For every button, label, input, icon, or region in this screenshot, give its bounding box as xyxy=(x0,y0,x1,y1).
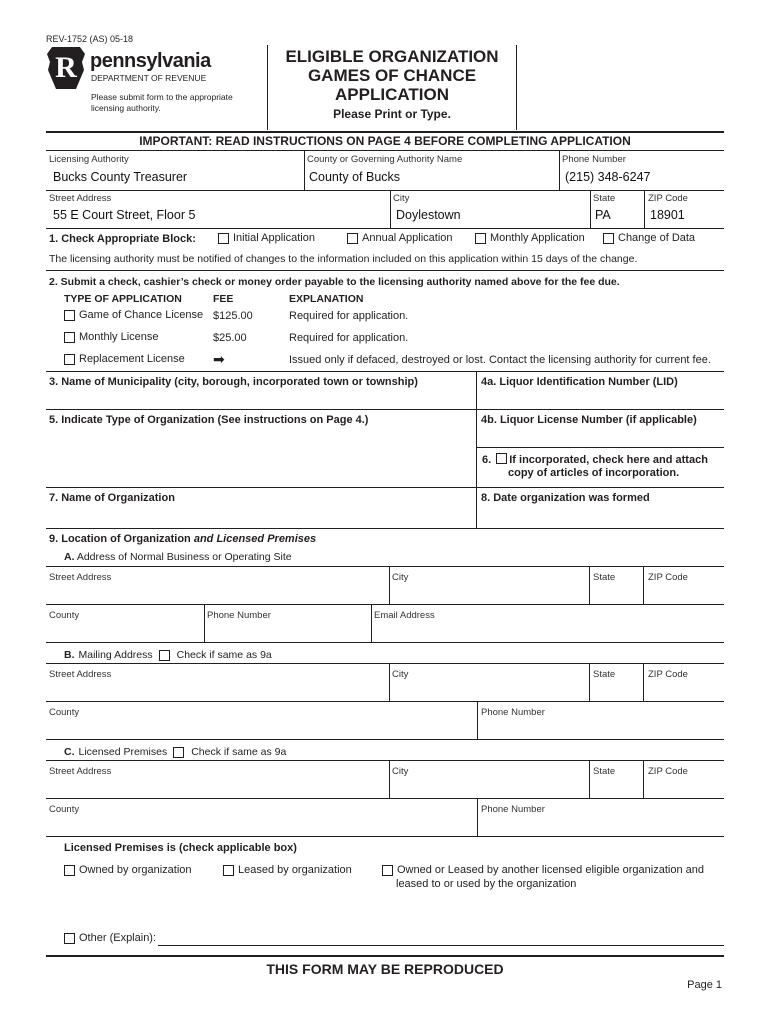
rule xyxy=(46,150,724,151)
9c-county-label: County xyxy=(49,804,80,815)
logo-state-name: pennsylvania xyxy=(90,50,211,72)
9b-zip-label: ZIP Code xyxy=(648,669,688,680)
9a-phone-label: Phone Number xyxy=(207,610,271,621)
9a-zip-label: ZIP Code xyxy=(648,572,688,583)
rule xyxy=(46,663,724,664)
9c-city-label: City xyxy=(392,766,409,777)
rule xyxy=(643,760,644,798)
state-label: State xyxy=(593,193,616,204)
rule xyxy=(46,836,724,837)
rule xyxy=(46,739,724,740)
county-authority-label: County or Governing Authority Name xyxy=(307,154,463,165)
checkbox-square[interactable] xyxy=(603,233,614,244)
rule xyxy=(46,701,724,702)
section-9-heading xyxy=(49,533,316,545)
option-label: Annual Application xyxy=(362,232,453,244)
section-6-line: copy of articles of incorporation. xyxy=(508,467,680,479)
license-type: Replacement License xyxy=(79,353,185,365)
rule xyxy=(589,663,590,701)
title-line: GAMES OF CHANCE xyxy=(307,66,477,85)
form-title xyxy=(268,47,516,104)
fee-value: $25.00 xyxy=(213,332,247,344)
rule xyxy=(371,604,372,642)
9b-street-label: Street Address xyxy=(49,669,112,680)
rule xyxy=(46,228,724,229)
rule xyxy=(559,150,560,190)
fee-explanation: Required for application. xyxy=(289,332,409,344)
premises-same-as-9a-checkbox[interactable] xyxy=(173,747,184,758)
section-9a-text: Address of Normal Business or Operating Site xyxy=(76,551,292,563)
submit-note xyxy=(91,92,233,114)
fee-explanation: Required for application. xyxy=(289,310,409,322)
rule xyxy=(389,760,390,798)
9b-state-label: State xyxy=(593,669,616,680)
licensing-authority-field[interactable]: Bucks County Treasurer xyxy=(53,170,188,184)
rule xyxy=(46,131,724,133)
9a-county-label: County xyxy=(49,610,80,621)
9b-city-label: City xyxy=(392,669,409,680)
pa-keystone-logo xyxy=(46,46,86,90)
reproduce-notice: THIS FORM MAY BE REPRODUCED xyxy=(266,961,504,977)
option-label: Owned by organization xyxy=(79,864,192,876)
rule xyxy=(46,798,724,799)
submit-note-line: licensing authority. xyxy=(91,103,161,113)
rule xyxy=(46,409,724,410)
section-6-label xyxy=(482,453,708,466)
9c-zip-label: ZIP Code xyxy=(648,766,688,777)
rule xyxy=(389,566,390,604)
column-explanation-header: EXPLANATION xyxy=(289,293,364,305)
game-of-chance-license-checkbox[interactable] xyxy=(64,309,203,321)
owned-by-organization-checkbox[interactable] xyxy=(64,864,192,876)
section-letter: C. xyxy=(64,746,75,758)
section-letter: B. xyxy=(64,649,75,661)
checkbox-label: Check if same as 9a xyxy=(191,746,287,758)
license-type: Monthly License xyxy=(79,331,159,343)
rule xyxy=(477,701,478,739)
rule xyxy=(644,190,645,228)
zip-field[interactable]: 18901 xyxy=(650,208,685,222)
rule xyxy=(46,371,724,372)
section-9c-label xyxy=(64,746,286,758)
incorporated-checkbox[interactable] xyxy=(496,453,507,464)
title-divider-right xyxy=(516,45,517,130)
section-6-line: If incorporated, check here and attach xyxy=(509,454,708,466)
9b-phone-label: Phone Number xyxy=(481,707,545,718)
rule xyxy=(390,190,391,228)
option-label-continued: leased to or used by the organization xyxy=(396,878,577,890)
section-3-heading: 3. Name of Municipality (city, borough, incorporated town or township) xyxy=(49,376,418,388)
column-fee-header: FEE xyxy=(213,293,234,305)
rule xyxy=(46,270,724,271)
rule xyxy=(46,955,724,957)
mailing-same-as-9a-checkbox[interactable] xyxy=(159,650,170,661)
column-type-header: TYPE OF APPLICATION xyxy=(64,293,182,305)
option-label: Owned or Leased by another licensed eligible organization and xyxy=(397,864,704,876)
rule xyxy=(643,663,644,701)
checkbox-square[interactable] xyxy=(64,865,75,876)
section-6-number: 6. xyxy=(482,454,492,466)
section-4b-heading: 4b. Liquor License Number (if applicable) xyxy=(481,414,697,426)
state-field[interactable]: PA xyxy=(595,208,611,222)
checkbox-square[interactable] xyxy=(347,233,358,244)
leased-by-organization-checkbox[interactable] xyxy=(223,864,352,876)
phone-label: Phone Number xyxy=(562,154,626,165)
page-number: Page 1 xyxy=(687,979,722,991)
street-field[interactable]: 55 E Court Street, Floor 5 xyxy=(53,208,196,222)
option-label: Initial Application xyxy=(233,232,315,244)
section-9-heading-text: 9. Location of Organization xyxy=(49,533,194,545)
section-8-heading: 8. Date organization was formed xyxy=(481,492,650,504)
zip-label: ZIP Code xyxy=(648,193,688,204)
logo-department: DEPARTMENT OF REVENUE xyxy=(91,73,207,83)
replacement-license-checkbox[interactable] xyxy=(64,353,185,365)
section-9-heading-italic: and Licensed Premises xyxy=(193,533,317,545)
change-of-data-checkbox[interactable] xyxy=(603,232,695,244)
rule xyxy=(477,447,724,448)
rule xyxy=(476,371,477,528)
phone-field[interactable]: (215) 348-6247 xyxy=(565,170,651,184)
checkbox-square[interactable] xyxy=(64,332,75,343)
checkbox-square[interactable] xyxy=(475,233,486,244)
rule xyxy=(643,566,644,604)
section-9b-label xyxy=(64,649,272,661)
license-type: Game of Chance License xyxy=(79,309,204,321)
rule xyxy=(389,663,390,701)
rule xyxy=(589,760,590,798)
checkbox-square[interactable] xyxy=(223,865,234,876)
licensing-authority-label: Licensing Authority xyxy=(49,154,129,165)
rule xyxy=(204,604,205,642)
rule xyxy=(46,528,724,529)
9c-phone-label: Phone Number xyxy=(481,804,545,815)
checkbox-square[interactable] xyxy=(382,865,393,876)
other-explain-field[interactable] xyxy=(158,945,724,946)
9c-street-label: Street Address xyxy=(49,766,112,777)
city-field[interactable]: Doylestown xyxy=(396,208,461,222)
9c-state-label: State xyxy=(593,766,616,777)
section-letter: A. xyxy=(64,551,75,563)
9a-state-label: State xyxy=(593,572,616,583)
logo-letter: R xyxy=(55,51,77,84)
rule xyxy=(46,760,724,761)
rule xyxy=(477,798,478,836)
premises-heading: Licensed Premises is (check applicable box) xyxy=(64,842,297,854)
fee-explanation: Issued only if defaced, destroyed or lost. Contact the licensing authority for current fee. xyxy=(289,354,711,366)
rule xyxy=(46,190,724,191)
section-9b-text: Mailing Address xyxy=(78,649,153,661)
rule xyxy=(46,566,724,567)
annual-application-checkbox[interactable] xyxy=(347,232,453,244)
section-1-heading: 1. Check Appropriate Block: xyxy=(49,233,196,245)
checkbox-square[interactable] xyxy=(218,233,229,244)
important-notice: IMPORTANT: READ INSTRUCTIONS ON PAGE 4 BEFORE COMPLETING APPLICATION xyxy=(139,134,631,148)
section-9c-text: Licensed Premises xyxy=(78,746,168,758)
submit-note-line: Please submit form to the appropriate xyxy=(91,92,233,102)
city-label: City xyxy=(393,193,410,204)
section-7-heading: 7. Name of Organization xyxy=(49,492,175,504)
street-label: Street Address xyxy=(49,193,112,204)
section-4a-heading: 4a. Liquor Identification Number (LID) xyxy=(481,376,678,388)
rule xyxy=(46,487,724,488)
option-label: Other (Explain): xyxy=(79,932,157,944)
section-5-heading: 5. Indicate Type of Organization (See instructions on Page 4.) xyxy=(49,414,369,426)
9b-county-label: County xyxy=(49,707,80,718)
initial-application-checkbox[interactable] xyxy=(218,232,315,244)
9a-city-label: City xyxy=(392,572,409,583)
9a-email-label: Email Address xyxy=(374,610,435,621)
rule xyxy=(304,150,305,190)
rule xyxy=(46,642,724,643)
checkbox-square[interactable] xyxy=(64,933,75,944)
owned-or-leased-by-another-checkbox[interactable] xyxy=(382,864,704,876)
checkbox-square[interactable] xyxy=(64,310,75,321)
right-arrow-icon: ➡ xyxy=(213,351,225,367)
section-1-note: The licensing authority must be notified of changes to the information included on this application within 15 days of the change. xyxy=(49,253,638,265)
rule xyxy=(46,604,724,605)
title-line: ELIGIBLE ORGANIZATION xyxy=(285,47,499,66)
rule xyxy=(590,190,591,228)
fee-value: $125.00 xyxy=(213,310,253,322)
other-explain-checkbox[interactable] xyxy=(64,932,156,944)
option-label: Leased by organization xyxy=(238,864,352,876)
checkbox-label: Check if same as 9a xyxy=(176,649,272,661)
monthly-license-checkbox[interactable] xyxy=(64,331,159,343)
form-code: REV-1752 (AS) 05-18 xyxy=(46,34,134,44)
checkbox-square[interactable] xyxy=(64,354,75,365)
rule xyxy=(589,566,590,604)
section-9a-label xyxy=(64,551,292,563)
option-label: Monthly Application xyxy=(490,232,585,244)
9a-street-label: Street Address xyxy=(49,572,112,583)
title-line: APPLICATION xyxy=(335,85,449,104)
section-2-heading: 2. Submit a check, cashier’s check or money order payable to the licensing authority named above for the fee due. xyxy=(49,276,620,288)
monthly-application-checkbox[interactable] xyxy=(475,232,585,244)
county-authority-field[interactable]: County of Bucks xyxy=(309,170,401,184)
option-label: Change of Data xyxy=(618,232,696,244)
print-note: Please Print or Type. xyxy=(333,107,451,121)
